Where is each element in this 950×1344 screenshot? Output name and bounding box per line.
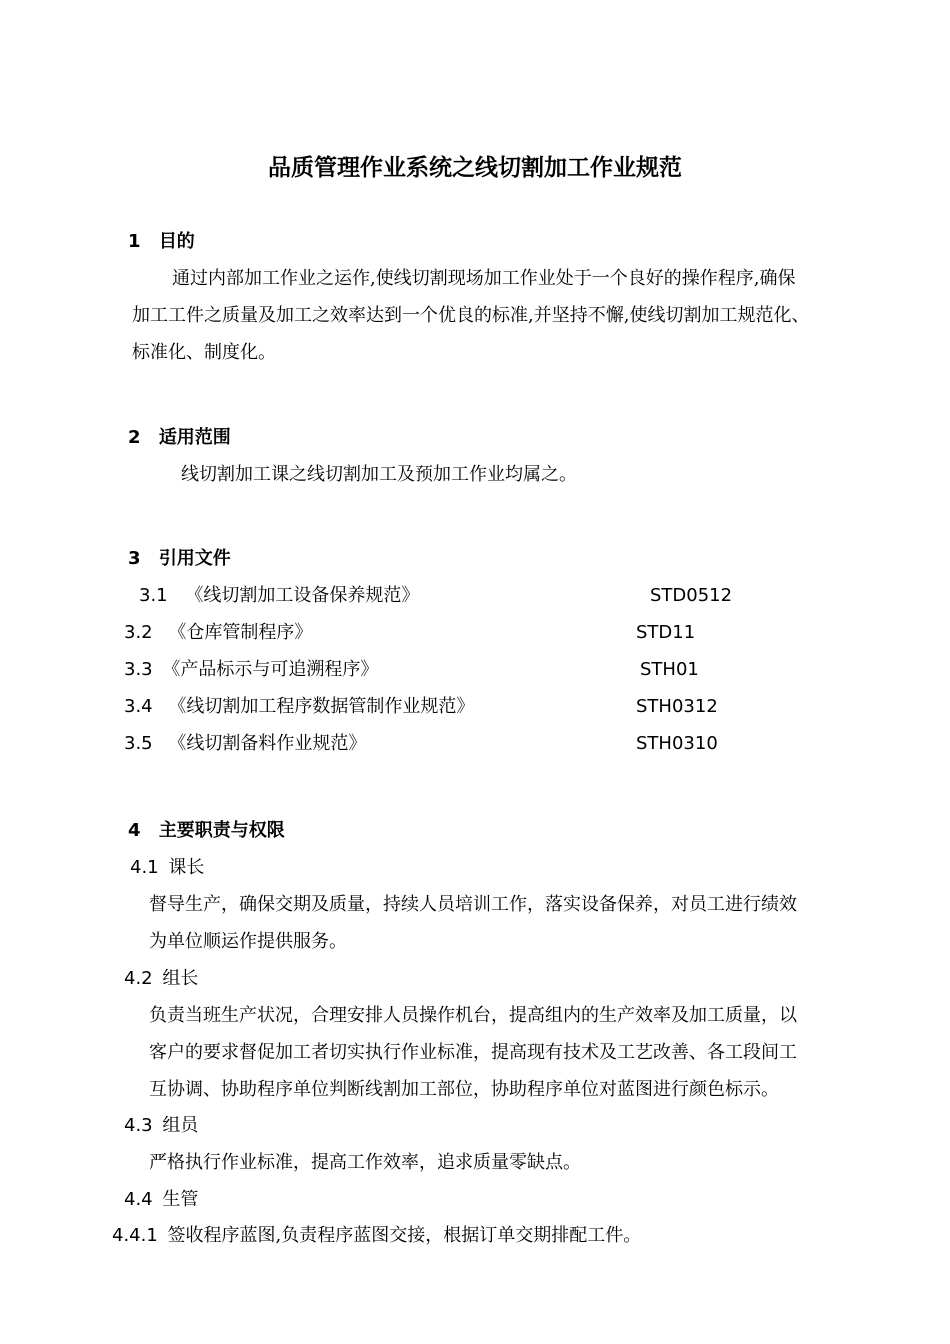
reference-item-5 — [124, 731, 366, 757]
reference-number: 3.3 — [124, 659, 153, 680]
subsection-label: 生管 — [162, 1189, 199, 1210]
section-1-title: 目的 — [158, 231, 195, 252]
section-1-line-3: 标准化、制度化。 — [132, 342, 276, 363]
reference-code: STD0512 — [650, 585, 733, 606]
reference-code: STH0312 — [636, 696, 718, 717]
item-number: 4.4.1 — [112, 1225, 158, 1246]
section-1-heading — [128, 229, 195, 255]
document-title: 品质管理作业系统之线切割加工作业规范 — [268, 154, 682, 181]
subsection-number: 4.4 — [124, 1189, 153, 1210]
section-2-heading — [128, 425, 231, 451]
reference-number: 3.1 — [139, 585, 168, 606]
reference-number: 3.4 — [124, 696, 153, 717]
section-3-number: 3 — [128, 548, 141, 569]
reference-name: 《线切割备料作业规范》 — [168, 733, 367, 754]
section-1-number: 1 — [128, 231, 141, 252]
subsection-number: 4.2 — [124, 968, 153, 989]
subsection-4-2-line-2: 客户的要求督促加工者切实执行作业标准，提高现有技术及工艺改善、各工段间工 — [149, 1042, 797, 1063]
subsection-number: 4.1 — [130, 857, 159, 878]
subsection-4-1-line-1: 督导生产，确保交期及质量，持续人员培训工作，落实设备保养，对员工进行绩效 — [149, 894, 797, 915]
section-1-line-2: 加工工件之质量及加工之效率达到一个优良的标准,并坚持不懈,使线切割加工规范化、 — [132, 305, 810, 326]
section-3-heading — [128, 546, 231, 572]
subsection-4-2-line-3: 互协调、协助程序单位判断线割加工部位，协助程序单位对蓝图进行颜色标示。 — [149, 1079, 779, 1100]
subsection-label: 组员 — [162, 1115, 199, 1136]
subsection-4-3-heading — [124, 1113, 198, 1139]
subsection-4-4-heading — [124, 1187, 198, 1213]
section-1-line-1: 通过内部加工作业之运作,使线切割现场加工作业处于一个良好的操作程序,确保 — [172, 268, 796, 289]
reference-item-3 — [124, 657, 378, 683]
section-3-title: 引用文件 — [158, 548, 231, 569]
subsection-4-2-heading — [124, 966, 198, 992]
section-2-line: 线切割加工课之线切割加工及预加工作业均属之。 — [181, 464, 577, 485]
reference-code: STH0310 — [636, 733, 718, 754]
subsection-number: 4.3 — [124, 1115, 153, 1136]
section-2-number: 2 — [128, 427, 141, 448]
reference-code: STD11 — [636, 622, 696, 643]
reference-name: 《仓库管制程序》 — [168, 622, 313, 643]
item-text: 签收程序蓝图,负责程序蓝图交接，根据订单交期排配工件。 — [167, 1225, 642, 1246]
reference-item-4 — [124, 694, 474, 720]
section-4-number: 4 — [128, 820, 141, 841]
reference-item-1 — [139, 583, 419, 609]
subsection-label: 组长 — [162, 968, 199, 989]
subsection-4-1-heading — [130, 855, 204, 881]
reference-name: 《产品标示与可追溯程序》 — [162, 659, 379, 680]
reference-code: STH01 — [640, 659, 699, 680]
reference-name: 《线切割加工设备保养规范》 — [185, 585, 420, 606]
section-4-heading — [128, 818, 285, 844]
subsection-4-2-line-1: 负责当班生产状况，合理安排人员操作机台，提高组内的生产效率及加工质量，以 — [149, 1005, 797, 1026]
subsection-label: 课长 — [168, 857, 205, 878]
reference-item-2 — [124, 620, 312, 646]
section-4-title: 主要职责与权限 — [158, 820, 285, 841]
subsection-4-1-line-2: 为单位顺运作提供服务。 — [149, 931, 347, 952]
reference-name: 《线切割加工程序数据管制作业规范》 — [168, 696, 475, 717]
subsection-4-3-line: 严格执行作业标准，提高工作效率，追求质量零缺点。 — [149, 1152, 581, 1173]
reference-number: 3.5 — [124, 733, 153, 754]
reference-number: 3.2 — [124, 622, 153, 643]
section-2-title: 适用范围 — [158, 427, 231, 448]
item-4-4-1 — [112, 1223, 641, 1249]
